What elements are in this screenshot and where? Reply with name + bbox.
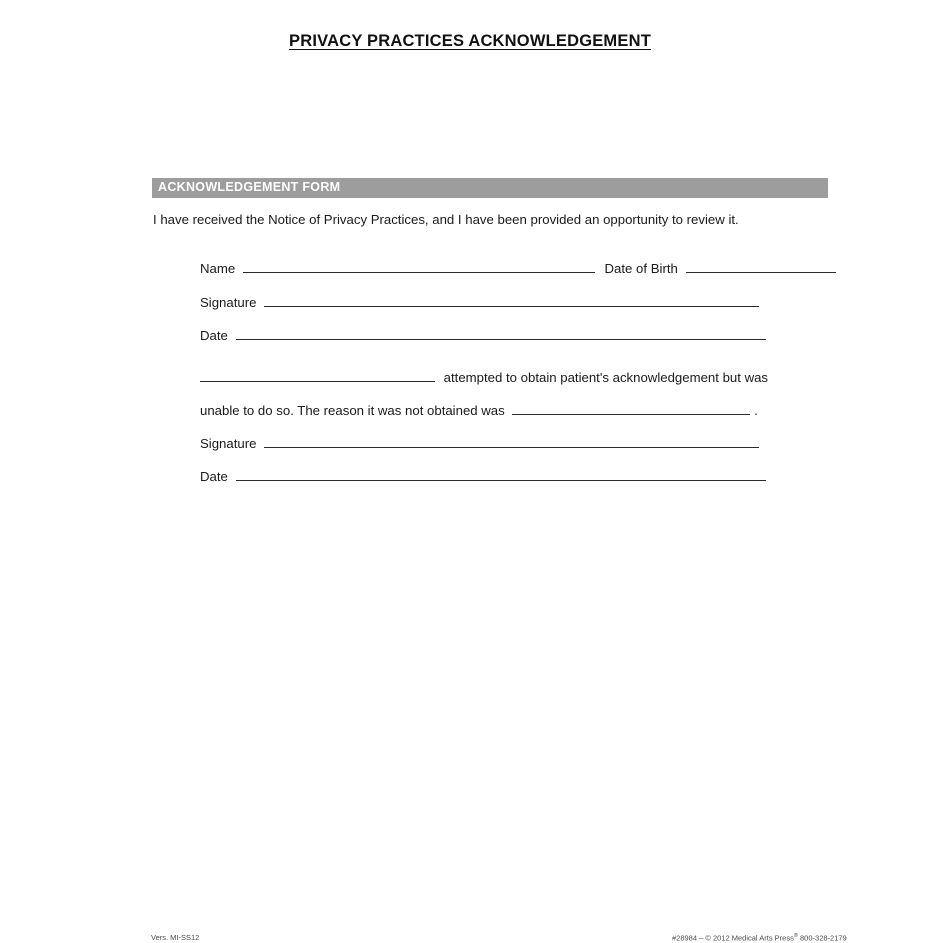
date-input-2[interactable] [236,468,766,481]
date-of-birth-input[interactable] [686,260,836,273]
name-label: Name [200,261,236,276]
reason-row [200,394,782,428]
date-of-birth-label: Date of Birth [604,261,678,276]
signature-label-2: Signature [200,435,257,451]
name-dob-row [200,260,782,294]
footer-copyright [672,933,847,943]
date-input-1[interactable] [236,327,766,340]
staff-attempt-row [200,361,782,395]
signature-row-1 [200,294,782,328]
date-row-2 [200,468,782,502]
footer-phone: 800-328-2179 [797,933,847,943]
section-header-bar [152,178,828,198]
signature-input-1[interactable] [264,294,759,307]
name-input[interactable] [243,260,595,273]
signature-input-2[interactable] [264,435,759,448]
section-header-label: ACKNOWLEDGEMENT FORM [158,180,341,194]
footer-registered-mark: ® [793,933,798,939]
period-mark: . [754,403,758,418]
footer-version: Vers. MI-SS12 [151,933,200,942]
date-label-1: Date [200,328,228,343]
attempt-text: attempted to obtain patient's acknowledgement but was [443,369,769,385]
page-title: PRIVACY PRACTICES ACKNOWLEDGEMENT [289,32,651,50]
acknowledgement-form [200,260,782,502]
unable-text: unable to do so. The reason it was not obtained was [200,403,505,418]
date-label-2: Date [200,469,228,484]
reason-input[interactable] [512,402,750,415]
signature-row-2 [200,435,782,469]
footer-copyright-text: #28984 – © 2012 Medical Arts Press [672,933,794,943]
intro-paragraph: I have received the Notice of Privacy Practices, and I have been provided an opportunity to review it. [153,212,739,227]
signature-label-1: Signature [200,294,257,310]
date-row-1 [200,327,782,361]
staff-name-input[interactable] [200,369,435,382]
